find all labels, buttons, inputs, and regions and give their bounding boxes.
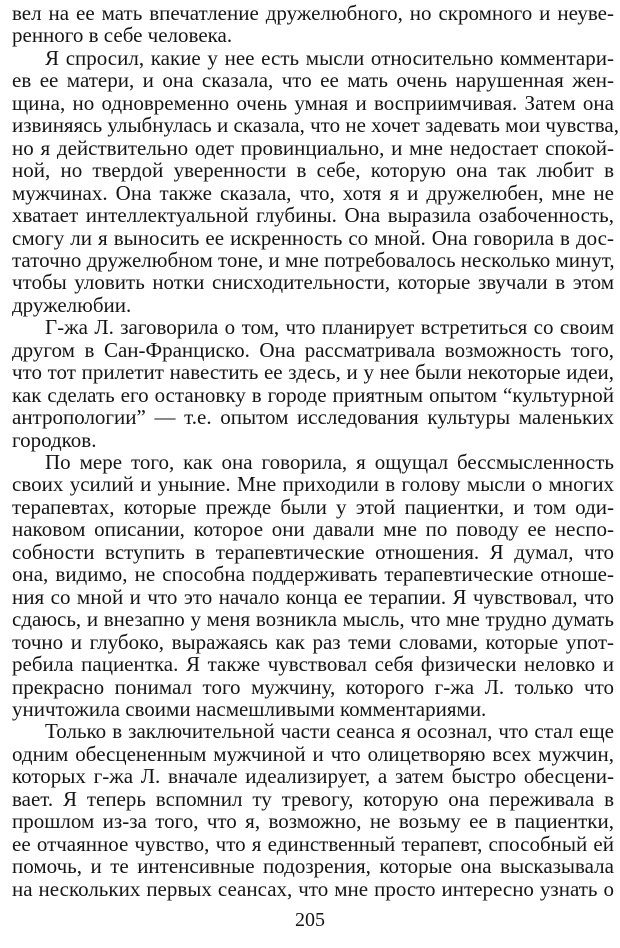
text-line: что тот прилетит навестить ее здесь, и у нее были некоторые идеи, [12,360,614,385]
page-number: 205 [295,909,325,931]
text-line: мужчинах. Она также сказала, что, хотя я и дружелюбен, мне не [12,180,614,205]
text-line: уничтожила своими насмешливыми комментариями. [12,696,487,721]
text-line: сдаюсь, и внезапно у меня возникла мысль, что мне трудно думать [12,607,614,632]
text-line: помочь, и те интенсивные подозрения, которые она высказывала [12,854,614,879]
text-line: как сделать его остановку в городе приятным опытом “культурной [12,382,614,407]
text-line: хватает интеллектуальной глубины. Она выразила озабоченность, [12,203,614,228]
text-line: щина, но одновременно очень умная и восприимчивая. Затем она [12,90,614,115]
text-line: ния со мной и что это начало конца ее терапии. Я чувствовал, что [12,584,614,609]
text-line: точно и глубоко, выражаясь как раз теми словами, которые упот- [12,629,614,654]
text-line: извиняясь улыбнулась и сказала, что не хочет задевать мои чувства, [12,113,619,138]
text-line: собности вступить в терапевтические отношения. Я думал, что [12,539,614,564]
text-line: По мере того, как она говорила, я ощущал бессмысленность [45,450,614,474]
text-line: Только в заключительной части сеанса я осознал, что стал еще [45,719,614,744]
text-line: которых г-жа Л. вначале идеализирует, а затем быстро обесцени- [12,764,614,789]
text-line: ребила пациентка. Я также чувствовал себя физически неловко и [12,652,614,677]
text-line: ной, но твердой уверенности в себе, которую она так любит в [12,158,614,183]
text-line: прошлом из-за того, что я, возможно, не возьму ее в пациентки, [12,809,614,834]
text-line: она, видимо, не способна поддерживать терапевтические отноше- [12,562,614,587]
text-line: Я спросил, какие у нее есть мысли относительно комментари- [45,45,614,70]
text-line: Г-жа Л. заговорила о том, что планирует встретиться со своим [45,315,614,340]
text-line: другом в Сан-Франциско. Она рассматривала возможность того, [12,337,614,362]
text-line: своих усилий и уныние. Мне приходили в голову мысли о многих [12,472,614,497]
text-line: но я действительно одет провинциально, и мне недостает спокой- [12,135,614,160]
text-line: наковом описании, которое они давали мне по поводу ее неспо- [12,517,614,542]
text-line: чтобы уловить нотки снисходительности, которые звучали в этом [12,270,614,295]
text-line: антропологии” — т.е. опытом исследования культуры маленьких [12,405,614,430]
text-line: ренного в себе человека. [12,23,233,48]
text-line: на нескольких первых сеансах, что мне просто интересно узнать о [12,876,614,901]
text-line: вает. Я теперь вспомнил ту тревогу, которую она переживала в [12,786,614,811]
text-line: вел на ее мать впечатление дружелюбного, но скромного и неуве- [12,1,614,25]
text-line: прекрасно понимал того мужчину, которого г-жа Л. только что [12,674,614,699]
text-line: одним обесцененным мужчиной и что олицетворяю всех мужчин, [12,741,614,766]
text-line: городков. [12,427,97,452]
text-line: терапевтах, которые прежде были у этой пациентки, и том оди- [12,494,614,519]
text-line: ее отчаянное чувство, что я единственный терапевт, способный ей [12,831,614,856]
text-line: смогу ли я выносить ее искренность со мной. Она говорила в дос- [12,225,614,250]
text-line: таточно дружелюбном тоне, и мне потребовалось несколько минут, [12,247,615,272]
text-line: дружелюбии. [12,292,132,317]
text-line: ев ее матери, и она сказала, что ее мать очень нарушенная жен- [12,68,614,93]
